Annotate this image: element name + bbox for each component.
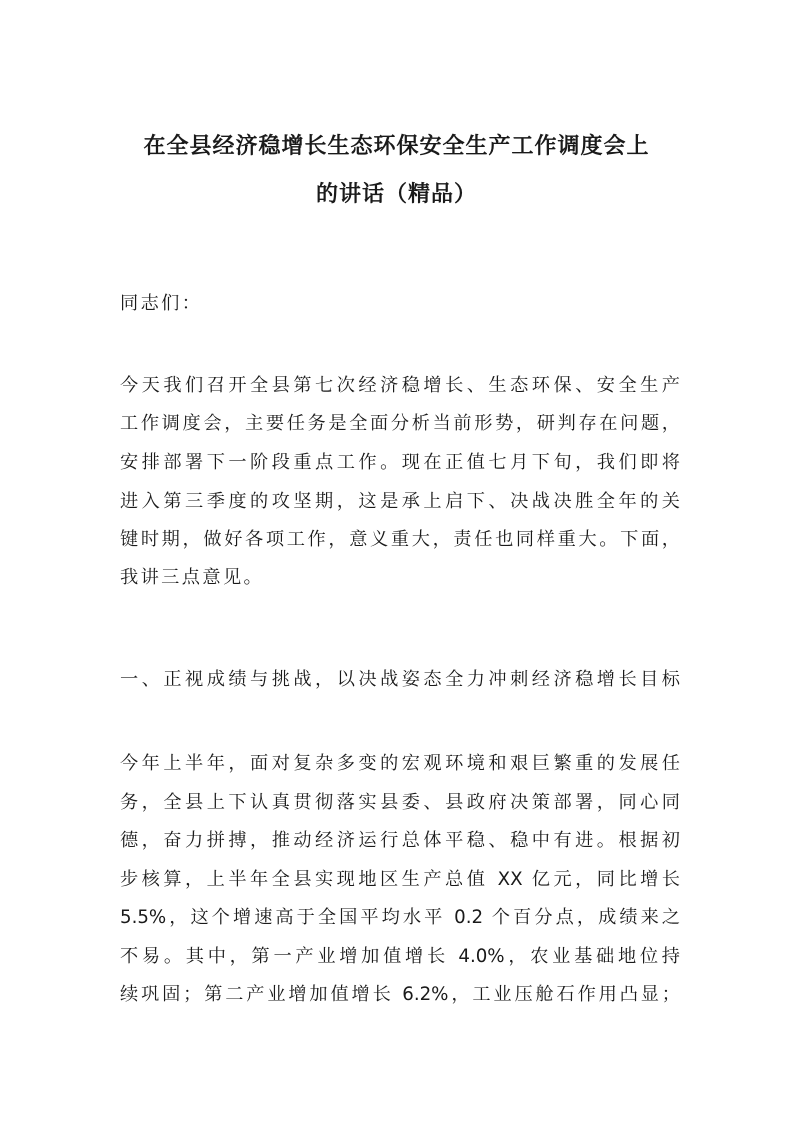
paragraph-2-line: 德，奋力拼搏，推动经济运行总体平稳、稳中有进。根据初 — [120, 830, 680, 851]
paragraph-2-line: 续巩固；第二产业增加值增长 6.2%，工业压舱石作用凸显； — [120, 984, 680, 1005]
document-title-line-2: 的讲话（精品） — [315, 182, 477, 207]
paragraph-2-line: 5.5%，这个增速高于全国平均水平 0.2 个百分点，成绩来之 — [120, 907, 680, 928]
paragraph-2-line: 务，全县上下认真贯彻落实县委、县政府决策部署，同心同 — [120, 792, 680, 813]
document-title-line-1: 在全县经济稳增长生态环保安全生产工作调度会上 — [143, 134, 650, 159]
paragraph-2-line: 不易。其中，第一产业增加值增长 4.0%，农业基础地位持 — [120, 946, 680, 967]
salutation: 同志们： — [120, 293, 203, 314]
paragraph-1-line: 键时期，做好各项工作，意义重大，责任也同样重大。下面， — [120, 529, 680, 550]
paragraph-2-line: 今年上半年，面对复杂多变的宏观环境和艰巨繁重的发展任 — [120, 753, 680, 774]
section-1-heading: 一、正视成绩与挑战，以决战姿态全力冲刺经济稳增长目标 — [120, 669, 680, 690]
paragraph-1-line: 安排部署下一阶段重点工作。现在正值七月下旬，我们即将 — [120, 452, 680, 473]
paragraph-1-line: 工作调度会，主要任务是全面分析当前形势，研判存在问题， — [120, 413, 680, 434]
paragraph-1-line: 进入第三季度的攻坚期，这是承上启下、决战决胜全年的关 — [120, 491, 680, 512]
paragraph-1-line: 今天我们召开全县第七次经济稳增长、生态环保、安全生产 — [120, 375, 680, 396]
paragraph-2-line: 步核算，上半年全县实现地区生产总值 XX 亿元，同比增长 — [120, 869, 680, 890]
paragraph-1-line: 我讲三点意见。 — [120, 567, 265, 588]
